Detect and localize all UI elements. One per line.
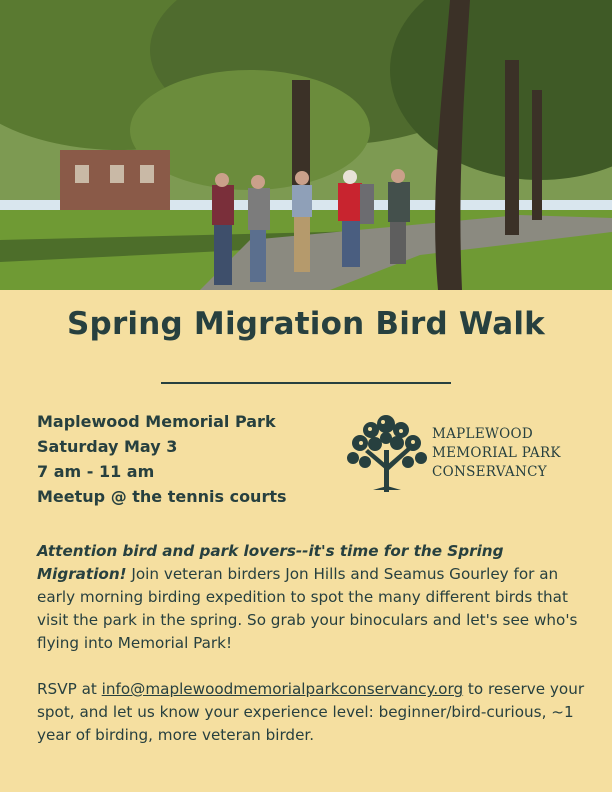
event-description — [37, 540, 587, 747]
event-title: Spring Migration Bird Walk — [67, 306, 545, 342]
tree-icon — [343, 410, 433, 494]
event-venue: Maplewood Memorial Park — [37, 412, 276, 431]
intro-text: Attention bird and park lovers--it's time for the Spring Migration! — [37, 542, 504, 583]
logo-line-1: MAPLEWOOD — [432, 426, 534, 442]
rsvp-paragraph — [37, 678, 587, 747]
description-text: Join veteran birders Jon Hills and Seamus Gourley for an early morning birding expedition to spot the many different birds that visit the park in the spring. So grab your binoculars and let's see who's flying into Memorial Park! — [37, 565, 578, 652]
logo-line-3: CONSERVANCY — [432, 464, 547, 480]
event-meetup: Meetup @ the tennis courts — [37, 487, 287, 506]
header-photo — [0, 0, 612, 290]
rsvp-suffix: to reserve your spot, and let us know your experience level: beginner/bird-curious, ~1 year of birding, more veteran birder. — [37, 680, 585, 744]
rsvp-email-link[interactable]: info@maplewoodmemorialparkconservancy.org — [101, 680, 464, 698]
event-date: Saturday May 3 — [37, 437, 178, 456]
conservancy-logo-text — [432, 425, 561, 482]
logo-line-2: MEMORIAL PARK — [432, 445, 561, 461]
title-divider — [161, 382, 451, 384]
event-details — [37, 409, 357, 509]
park-scene-illustration — [0, 0, 612, 290]
event-time: 7 am - 11 am — [37, 462, 155, 481]
rsvp-prefix: RSVP at — [37, 680, 97, 698]
